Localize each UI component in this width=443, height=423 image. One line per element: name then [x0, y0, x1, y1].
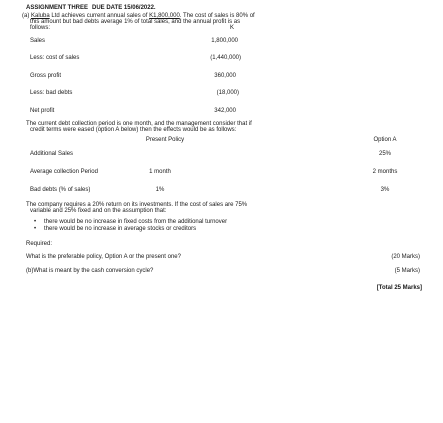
currency-header: K [230, 25, 235, 31]
profit-row-value: 360,000 [214, 73, 236, 79]
policy-row-label: Additional Sales [30, 151, 74, 157]
assignment-title: ASSIGNMENT THREE [26, 5, 89, 11]
intro-text-cont: . The cost of sales is 80% of [179, 13, 255, 19]
para3-line-2: variable and 25% fixed and on the assumption that: [30, 208, 167, 214]
profit-row-value: 342,000 [214, 108, 236, 114]
profit-row-label: Less: cost of sales [30, 55, 80, 61]
header-option-a: Option A [373, 137, 397, 143]
assumption-item: • there would be no increase in fixed costs from the additional turnover [34, 219, 227, 226]
para2-line-1: The current debt collection period is one month, and the management consider that if [26, 121, 252, 127]
header-present-policy: Present Policy [145, 137, 185, 143]
part-a-marker: (a) [22, 13, 31, 19]
intro-line-2: this amount but bad debts average 1% of total sales, and the annual profit is as [30, 19, 241, 25]
profit-row-label: Gross profit [30, 73, 62, 79]
sales-amount: K1,800,000 [149, 13, 180, 19]
policy-row-option: 25% [378, 151, 391, 157]
profit-row-label: Net profit [30, 108, 55, 114]
policy-row-label: Bad debts (% of sales) [30, 187, 91, 193]
intro-line-3: follows: [30, 25, 51, 31]
assumption-item: • there would be no increase in average stocks or creditors [34, 226, 227, 233]
intro-text: Ltd achieves current annual sales of [49, 13, 150, 19]
required-label: Required: [26, 241, 53, 247]
para2-line-2: credit terms were eased (option A below) then the effects would be as follows: [30, 127, 237, 133]
profit-row-value: (18,000) [216, 90, 239, 96]
policy-row-option: 3% [380, 187, 390, 193]
due-date: DUE DATE 15/06/2022. [92, 5, 156, 11]
policy-row-present: 1% [155, 187, 165, 193]
question-a-marks: (20 Marks) [391, 254, 420, 260]
question-b: (b)What is meant by the cash conversion cycle? [26, 268, 154, 274]
profit-row-label: Sales [30, 38, 46, 44]
profit-row-label: Less: bad debts [30, 90, 73, 96]
policy-row-label: Average collection Period [30, 169, 98, 175]
total-marks: [Total 25 Marks] [376, 285, 422, 291]
assumptions-list [34, 219, 227, 233]
company-name: Kaluba [31, 13, 50, 19]
policy-row-present: 1 month [149, 169, 171, 175]
profit-row-value: 1,800,000 [211, 38, 238, 44]
policy-row-option: 2 months [372, 169, 398, 175]
question-b-marks: (5 Marks) [394, 268, 420, 274]
profit-row-value: (1,440,000) [210, 55, 241, 61]
para3-line-1: The company requires a 20% return on its investments. If the cost of sales are 75% [26, 202, 248, 208]
question-a: What is the preferable policy, Option A or the present one? [26, 254, 181, 260]
